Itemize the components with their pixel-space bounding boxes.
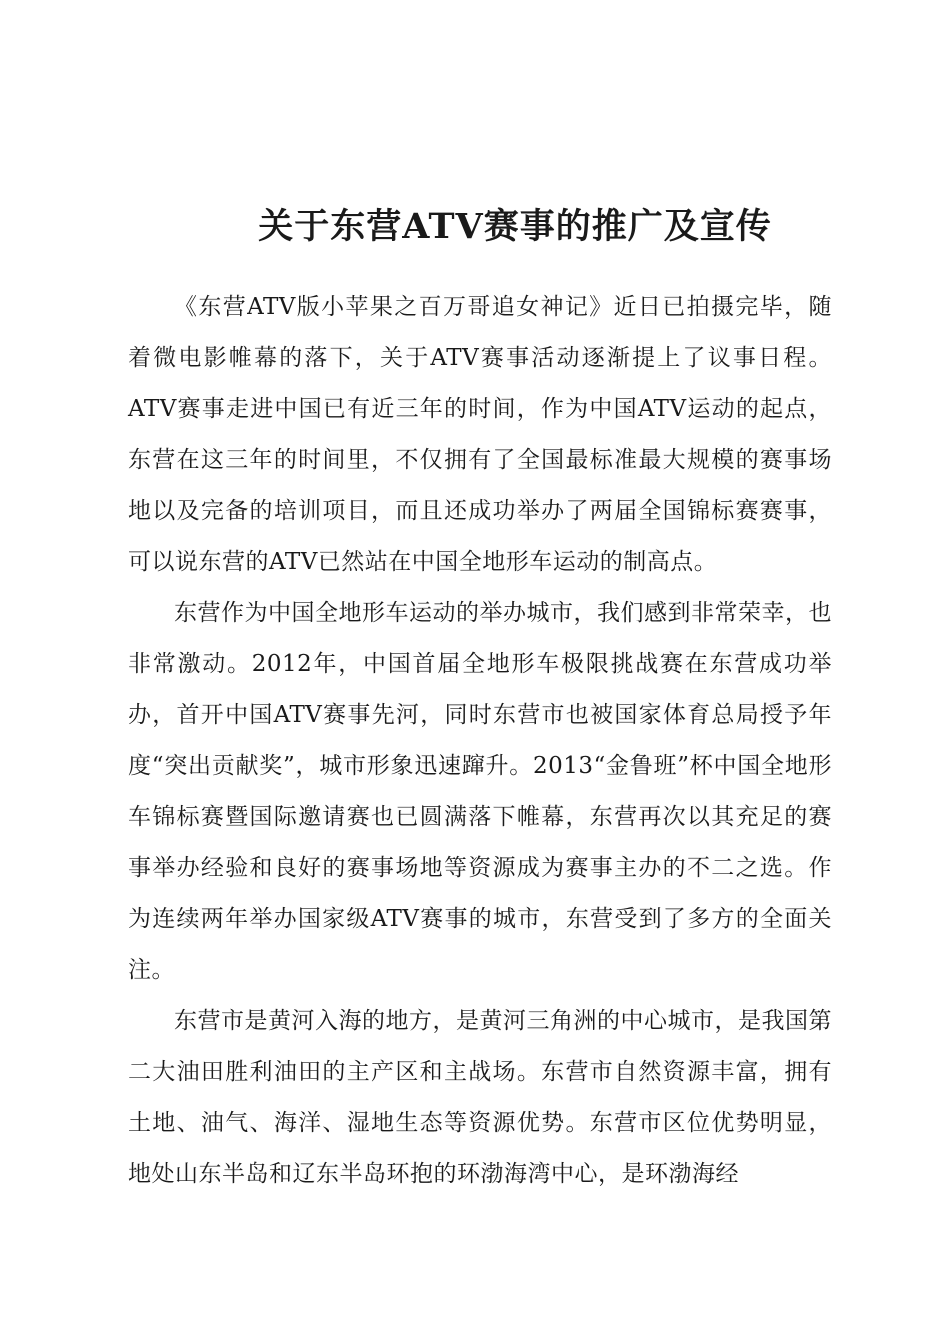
- paragraph-1: 《东营ATV版小苹果之百万哥追女神记》近日已拍摄完毕，随着微电影帷幕的落下，关于ATV赛事活动逐渐提上了议事日程。ATV赛事走进中国已有近三年的时间，作为中国ATV运动的起点，东营在这三年的时间里，不仅拥有了全国最标准最大规模的赛事场地以及完备的培训项目，而且还成功举办了两届全国锦标赛赛事，可以说东营的ATV已然站在中国全地形车运动的制高点。: [128, 294, 832, 575]
- document-body: [128, 282, 832, 1200]
- paragraph-2: 东营作为中国全地形车运动的举办城市，我们感到非常荣幸，也非常激动。2012年，中国首届全地形车极限挑战赛在东营成功举办，首开中国ATV赛事先河，同时东营市也被国家体育总局授予年度“突出贡献奖”，城市形象迅速蹿升。2013“金鲁班”杯中国全地形车锦标赛暨国际邀请赛也已圆满落下帷幕，东营再次以其充足的赛事举办经验和良好的赛事场地等资源成为赛事主办的不二之选。作为连续两年举办国家级ATV赛事的城市，东营受到了多方的全面关注。: [128, 600, 832, 983]
- document-title: 关于东营ATV赛事的推广及宣传: [258, 206, 772, 248]
- paragraph-3: 东营市是黄河入海的地方，是黄河三角洲的中心城市，是我国第二大油田胜利油田的主产区和主战场。东营市自然资源丰富，拥有土地、油气、海洋、湿地生态等资源优势。东营市区位优势明显，地处山东半岛和辽东半岛环抱的环渤海湾中心，是环渤海经: [128, 1008, 832, 1187]
